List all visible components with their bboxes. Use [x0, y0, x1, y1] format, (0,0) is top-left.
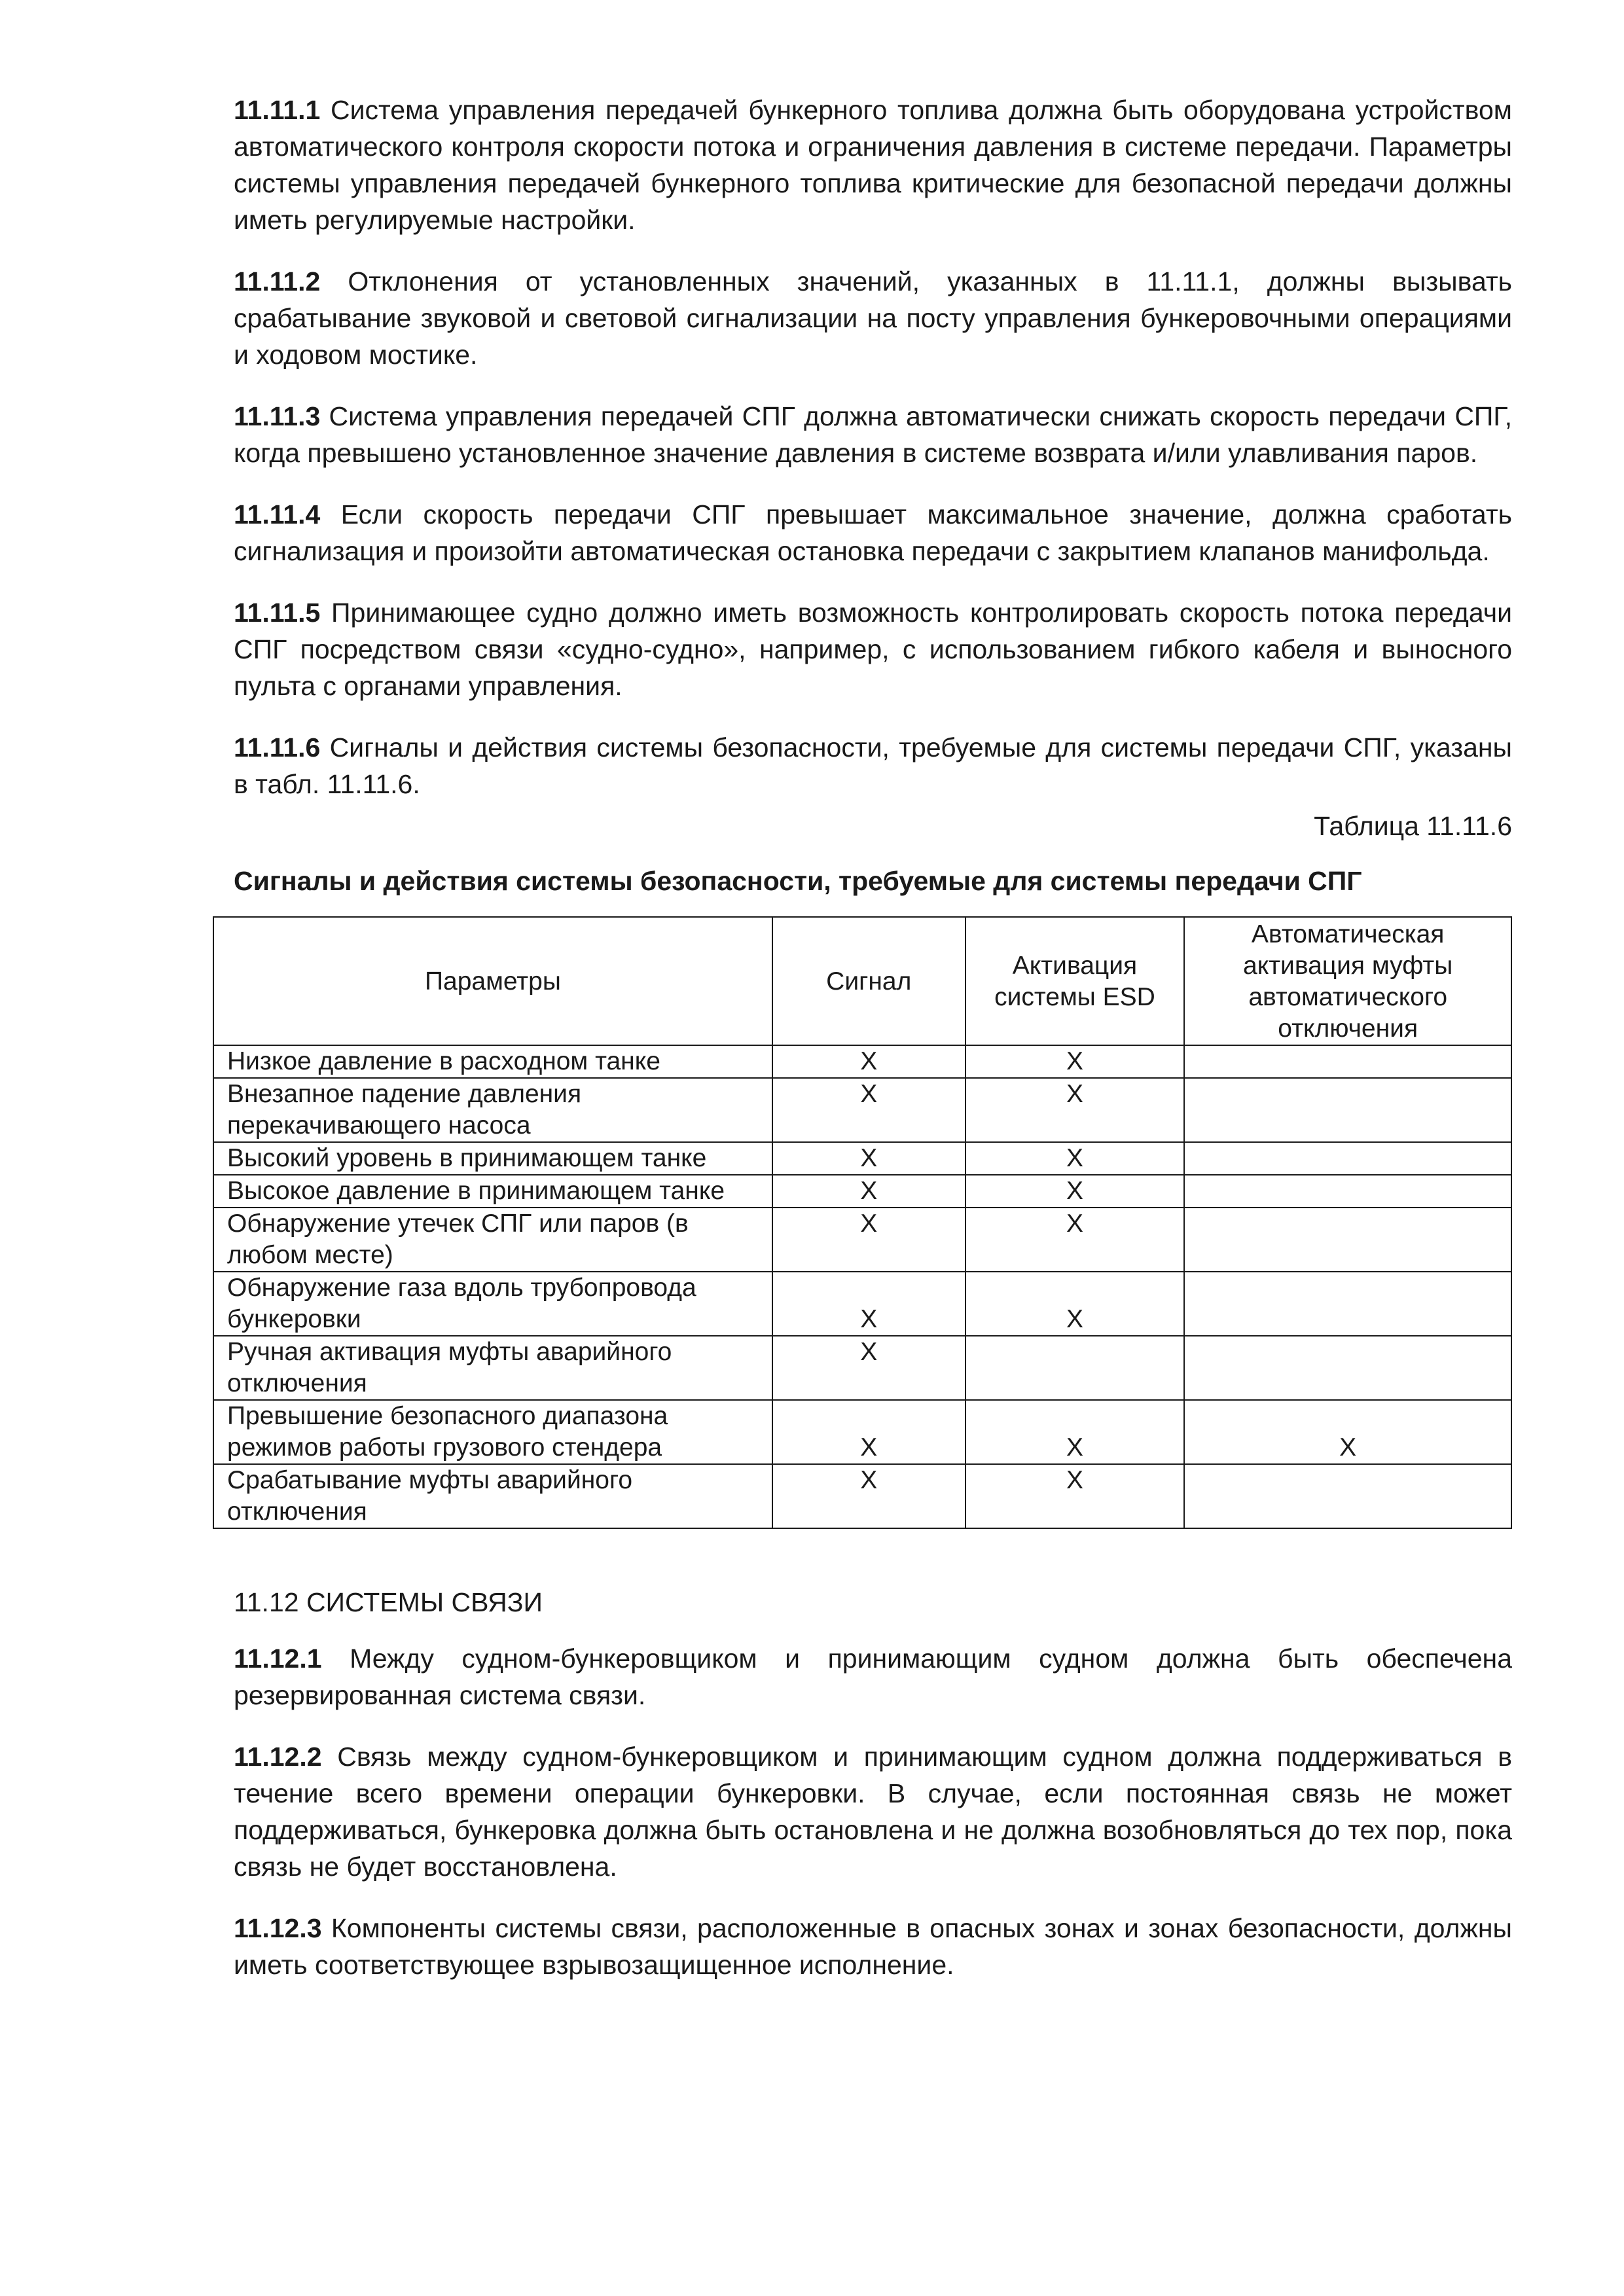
- param-cell: Обнаружение утечек СПГ или паров (в любом месте): [213, 1208, 772, 1272]
- clause-number: 11.11.1: [234, 95, 321, 125]
- auto-cell: [1184, 1175, 1511, 1208]
- esd-cell: X: [965, 1142, 1185, 1175]
- clause-number: 11.12.3: [234, 1913, 322, 1943]
- table-header-row: [213, 917, 1511, 1045]
- signal-cell: X: [772, 1464, 965, 1528]
- auto-cell: [1184, 1078, 1511, 1142]
- table-row: [213, 1464, 1511, 1528]
- param-cell: Высокий уровень в принимающем танке: [213, 1142, 772, 1175]
- param-cell: Высокое давление в принимающем танке: [213, 1175, 772, 1208]
- esd-cell: X: [965, 1175, 1185, 1208]
- param-cell: Срабатывание муфты аварийного отключения: [213, 1464, 772, 1528]
- header-signal: Сигнал: [772, 917, 965, 1045]
- paragraph-11-12-3: [234, 1910, 1512, 1983]
- param-cell: Низкое давление в расходном танке: [213, 1045, 772, 1078]
- header-esd-activation: Активация системы ESD: [965, 917, 1185, 1045]
- header-parameters: Параметры: [213, 917, 772, 1045]
- clause-text: Отклонения от установленных значений, указанных в 11.11.1, должны вызывать срабатывание звуковой и световой сигнализации на посту управления бункеровочными операциями и ходовом мостике.: [234, 266, 1512, 370]
- table-row: [213, 1272, 1511, 1336]
- auto-cell: [1184, 1208, 1511, 1272]
- clause-text: Компоненты системы связи, расположенные в опасных зонах и зонах безопасности, должны иметь соответствующее взрывозащищенное исполнение.: [234, 1913, 1512, 1980]
- signal-cell: X: [772, 1175, 965, 1208]
- paragraph-11-12-2: [234, 1738, 1512, 1885]
- param-cell: Превышение безопасного диапазона режимов работы грузового стендера: [213, 1400, 772, 1464]
- clause-number: 11.11.5: [234, 598, 321, 628]
- clause-text: Система управления передачей бункерного топлива должна быть оборудована устройством автоматического контроля скорости потока и ограничения давления в системе передачи. Параметры системы управления передачей бункерного топлива критические для безопасной передачи должны иметь регулируемые настройки.: [234, 95, 1512, 235]
- esd-cell: X: [965, 1464, 1185, 1528]
- signal-cell: X: [772, 1336, 965, 1400]
- clause-text: Связь между судном-бункеровщиком и принимающим судном должна поддерживаться в течение всего времени операции бункеровки. В случае, если постоянная связь не может поддерживаться, бункеровка должна быть остановлена и не должна возобновляться до тех пор, пока связь не будет восстановлена.: [234, 1742, 1512, 1882]
- esd-cell: X: [965, 1272, 1185, 1336]
- table-row: [213, 1142, 1511, 1175]
- clause-text: Принимающее судно должно иметь возможность контролировать скорость потока передачи СПГ посредством связи «судно-судно», например, с использованием гибкого кабеля и выносного пульта с органами управления.: [234, 598, 1512, 701]
- table-label: Таблица 11.11.6: [1314, 811, 1512, 841]
- table-row: [213, 1400, 1511, 1464]
- page-content: [227, 92, 1512, 2008]
- paragraph-11-12-1: [234, 1640, 1512, 1713]
- paragraph-11-11-4: [234, 496, 1512, 569]
- clause-number: 11.12.1: [234, 1643, 322, 1674]
- signal-cell: X: [772, 1078, 965, 1142]
- auto-cell: [1184, 1464, 1511, 1528]
- signal-cell: X: [772, 1272, 965, 1336]
- esd-cell: X: [965, 1045, 1185, 1078]
- signal-cell: X: [772, 1045, 965, 1078]
- clause-text: Система управления передачей СПГ должна автоматически снижать скорость передачи СПГ, когда превышено установленное значение давления в системе возврата и/или улавливания паров.: [234, 401, 1512, 468]
- param-cell: Внезапное падение давления перекачивающего насоса: [213, 1078, 772, 1142]
- signal-cell: X: [772, 1400, 965, 1464]
- header-auto-coupling-activation: Автоматическая активация муфты автоматического отключения: [1184, 917, 1511, 1045]
- table-title: Сигналы и действия системы безопасности, требуемые для системы передачи СПГ: [234, 866, 1362, 896]
- paragraph-11-11-3: [234, 398, 1512, 471]
- paragraph-11-11-5: [234, 594, 1512, 704]
- table-row: [213, 1208, 1511, 1272]
- clause-number: 11.12.2: [234, 1742, 322, 1772]
- clause-text: Между судном-бункеровщиком и принимающим судном должна быть обеспечена резервированная система связи.: [234, 1643, 1512, 1710]
- clause-number: 11.11.3: [234, 401, 321, 431]
- clause-number: 11.11.4: [234, 499, 321, 529]
- param-cell: Ручная активация муфты аварийного отключения: [213, 1336, 772, 1400]
- safety-signals-table: [213, 916, 1512, 1529]
- auto-cell: [1184, 1336, 1511, 1400]
- table-row: [213, 1045, 1511, 1078]
- paragraph-11-11-1: [234, 92, 1512, 238]
- esd-cell: X: [965, 1208, 1185, 1272]
- table-row: [213, 1175, 1511, 1208]
- signal-cell: X: [772, 1208, 965, 1272]
- clause-number: 11.11.6: [234, 732, 321, 762]
- section-heading: 11.12 СИСТЕМЫ СВЯЗИ: [234, 1587, 543, 1617]
- table-row: [213, 1078, 1511, 1142]
- clause-text: Если скорость передачи СПГ превышает максимальное значение, должна сработать сигнализация и произойти автоматическая остановка передачи с закрытием клапанов манифольда.: [234, 499, 1512, 566]
- paragraph-11-11-6: [234, 729, 1512, 802]
- clause-text: Сигналы и действия системы безопасности, требуемые для системы передачи СПГ, указаны в табл. 11.11.6.: [234, 732, 1512, 799]
- signal-cell: X: [772, 1142, 965, 1175]
- clause-number: 11.11.2: [234, 266, 321, 296]
- param-cell: Обнаружение газа вдоль трубопровода бункеровки: [213, 1272, 772, 1336]
- auto-cell: [1184, 1045, 1511, 1078]
- table-row: [213, 1336, 1511, 1400]
- esd-cell: X: [965, 1078, 1185, 1142]
- esd-cell: [965, 1336, 1185, 1400]
- esd-cell: X: [965, 1400, 1185, 1464]
- paragraph-11-11-2: [234, 263, 1512, 373]
- auto-cell: X: [1184, 1400, 1511, 1464]
- auto-cell: [1184, 1272, 1511, 1336]
- auto-cell: [1184, 1142, 1511, 1175]
